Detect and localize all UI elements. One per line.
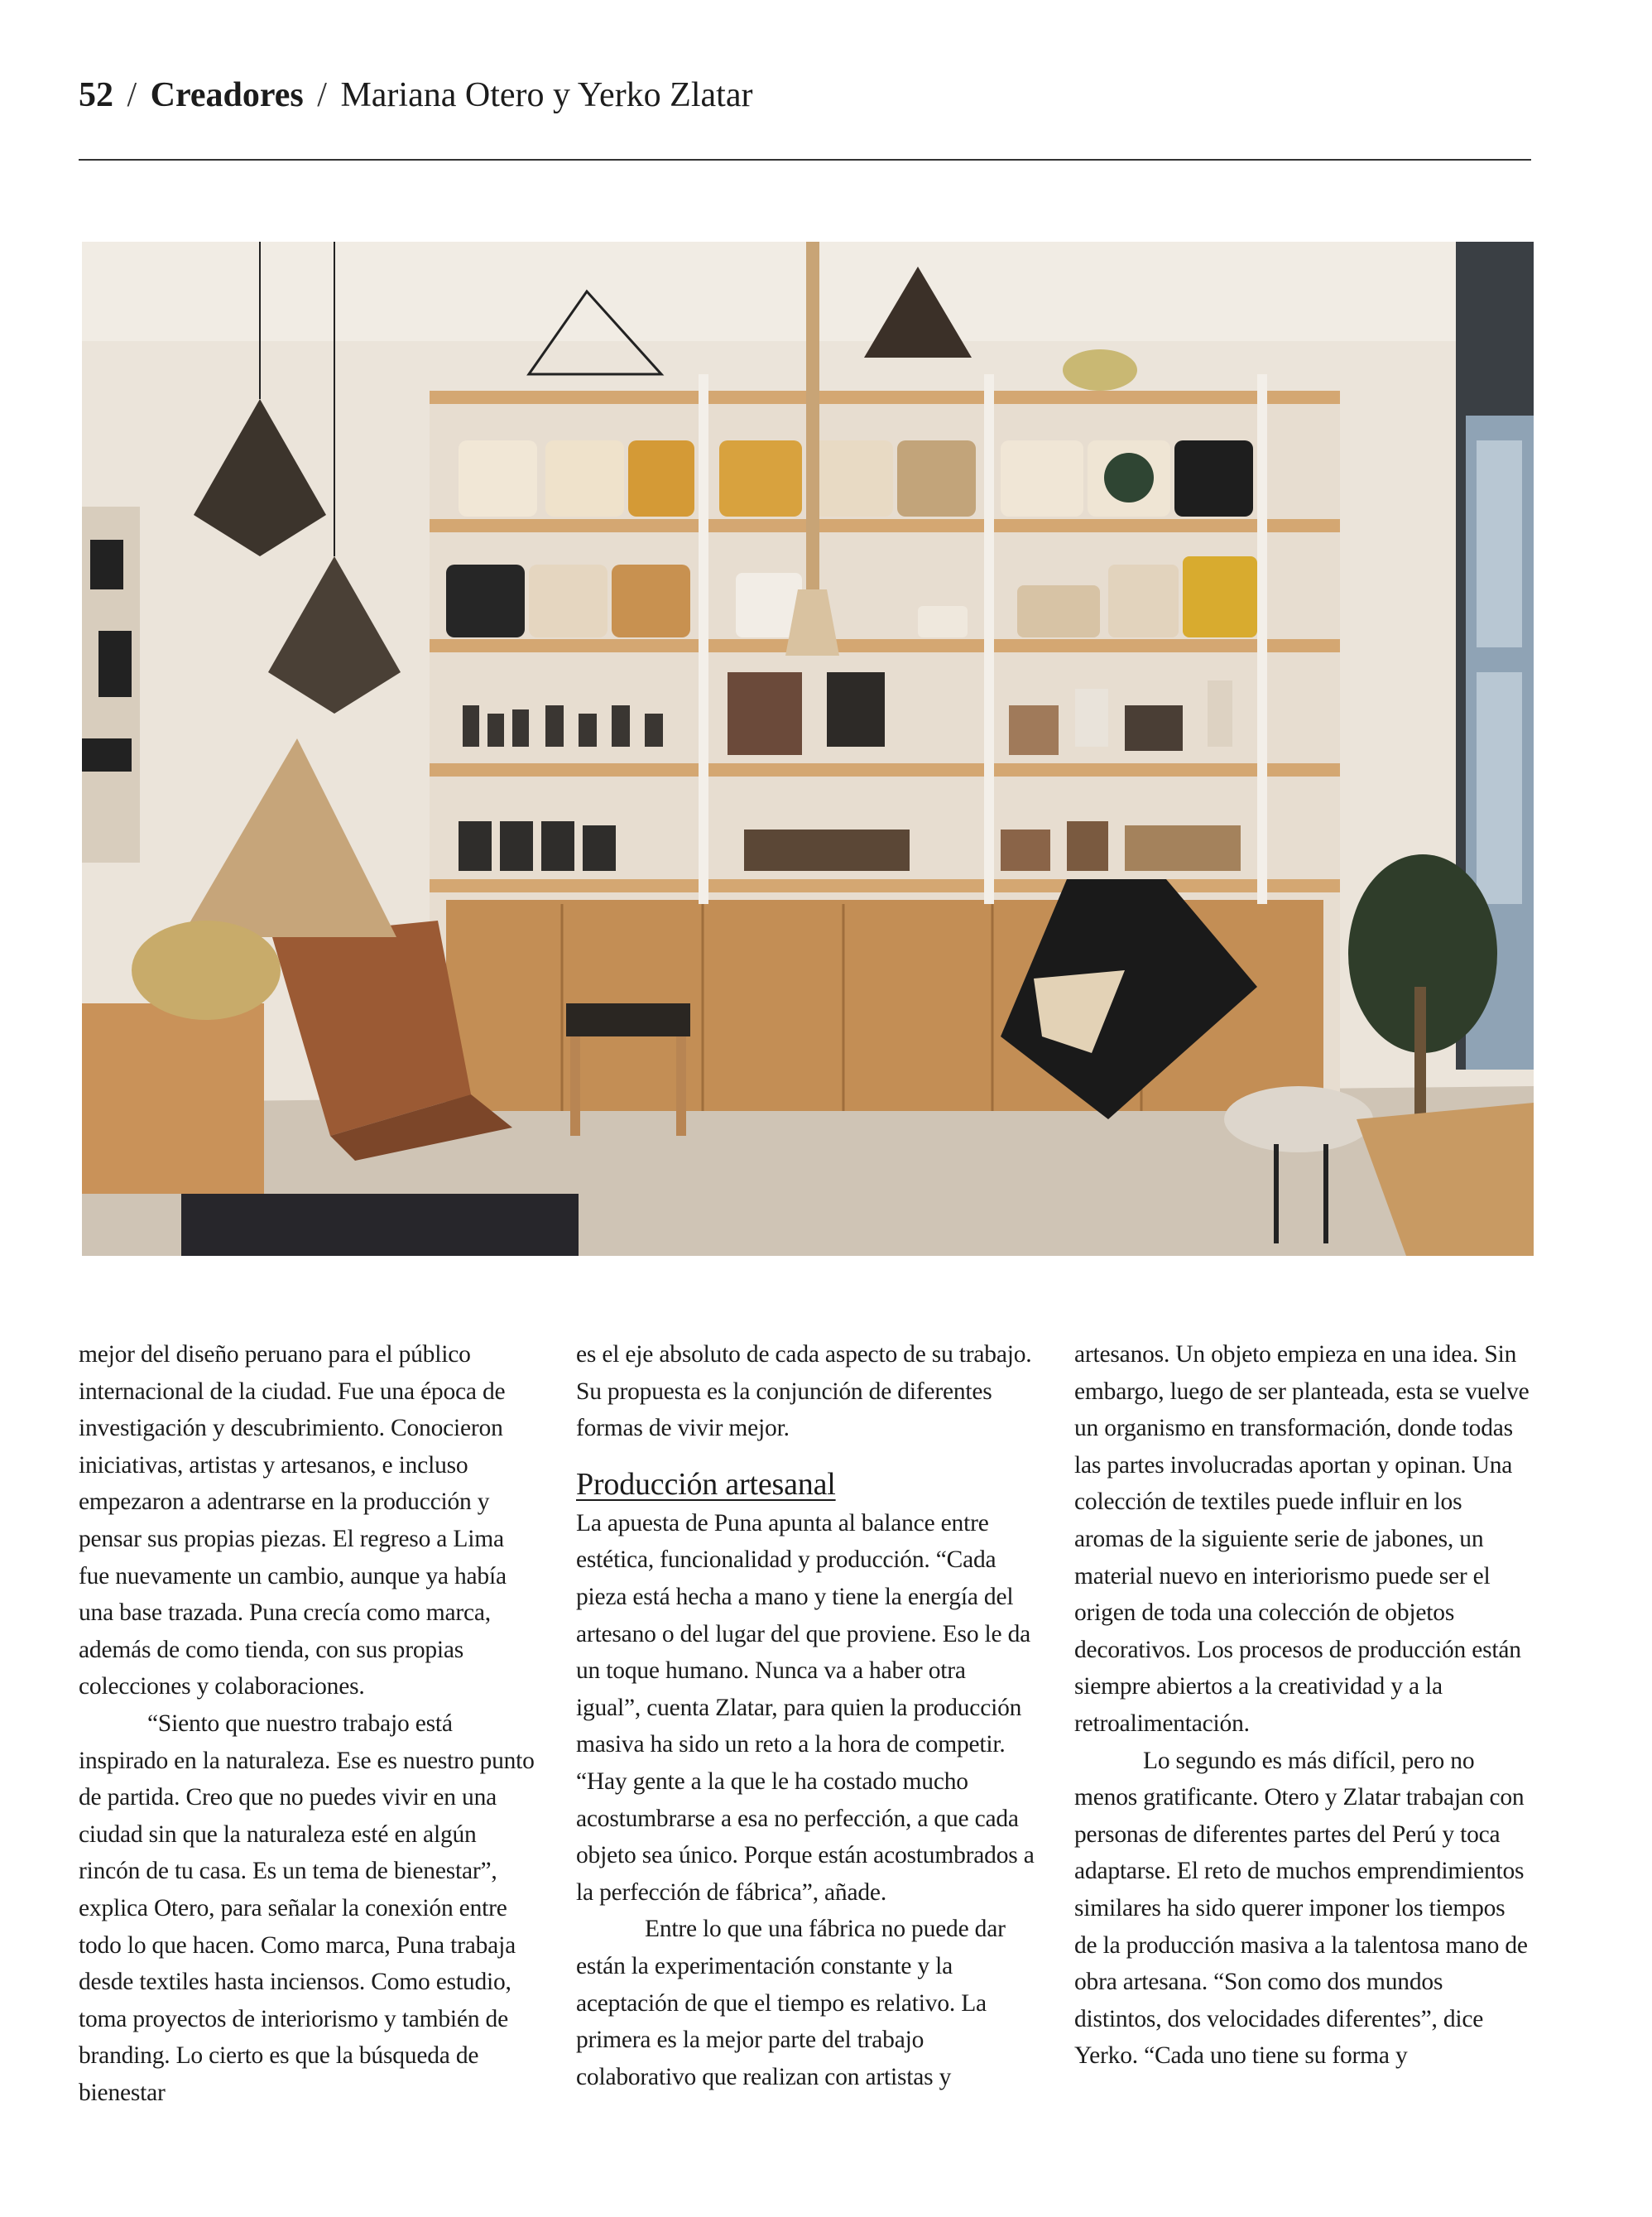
- paragraph: Entre lo que una fábrica no puede dar están la experimentación constante y la aceptación de que el tiempo es relativo. La primera es la mejor parte del trabajo colaborativo que realizan con artistas y: [576, 1916, 1006, 2090]
- paragraph: es el eje absoluto de cada aspecto de su trabajo. Su propuesta es la conjunción de diferentes formas de vivir mejor.: [576, 1341, 1032, 1442]
- header-separator: /: [317, 76, 327, 114]
- text-column-2: [576, 1336, 1035, 2095]
- paragraph: mejor del diseño peruano para el público internacional de la ciudad. Fue una época de investigación y descubrimiento. Conocieron iniciativas, artistas y artesanos, e incluso empezaron a adentrarse en la producción y pensar sus propias piezas. El regreso a Lima fue nuevamente un cambio, aunque ya había una base trazada. Puna crecía como marca, además de como tienda, con sus propias colecciones y colaboraciones.: [79, 1341, 507, 1700]
- header-rule: [79, 159, 1531, 161]
- article-subtitle: Mariana Otero y Yerko Zlatar: [340, 76, 753, 114]
- store-interior-photo: [82, 242, 1534, 1256]
- text-column-1: [79, 1336, 538, 2111]
- section-heading: Producción artesanal: [576, 1466, 836, 1502]
- paragraph: La apuesta de Puna apunta al balance entre estética, funcionalidad y producción. “Cada pieza está hecha a mano y tiene la energía del artesano o del lugar del que proviene. Eso le da un toque humano. Nunca va a haber otra igual”, cuenta Zlatar, para quien la producción masiva ha sido un reto a la hora de competir. “Hay gente a la que le ha costado mucho acostumbrarse a esa no perfección, a que cada objeto sea único. Porque están acostumbrados a la perfección de fábrica”, añade.: [576, 1509, 1035, 1906]
- page-number: 52: [79, 76, 113, 114]
- section-title: Creadores: [150, 76, 304, 114]
- header-separator: /: [127, 76, 137, 114]
- paragraph: artesanos. Un objeto empieza en una idea. Sin embargo, luego de ser planteada, esta se vuelve un organismo en transformación, donde todas las partes involucradas aportan y opinan. Una colección de textiles puede influir en los aromas de la siguiente serie de jabones, un material nuevo en interiorismo puede ser el origen de toda una colección de objetos decorativos. Los procesos de producción están siempre abiertos a la creatividad y a la retroalimentación.: [1074, 1341, 1530, 1737]
- paragraph: “Siento que nuestro trabajo está inspirado en la naturaleza. Ese es nuestro punto de partida. Creo que no puedes vivir en una ciudad sin que la naturaleza esté en algún rincón de tu casa. Es un tema de bienestar”, explica Otero, para señalar la conexión entre todo lo que hacen. Como marca, Puna trabaja desde textiles hasta inciensos. Como estudio, toma proyectos de interiorismo y también de branding. Lo cierto es que la búsqueda de bienestar: [79, 1710, 535, 2106]
- text-column-3: [1074, 1336, 1534, 2075]
- paragraph: Lo segundo es más difícil, pero no menos gratificante. Otero y Zlatar trabajan con personas de diferentes partes del Perú y toca adaptarse. El reto de muchos emprendimientos similares ha sido querer imponer los tiempos de la producción masiva a la talentosa mano de obra artesana. “Son como dos mundos distintos, dos velocidades diferentes”, dice Yerko. “Cada uno tiene su forma y: [1074, 1747, 1528, 2070]
- store-interior-illustration: [82, 242, 1534, 1256]
- running-header: [79, 66, 752, 124]
